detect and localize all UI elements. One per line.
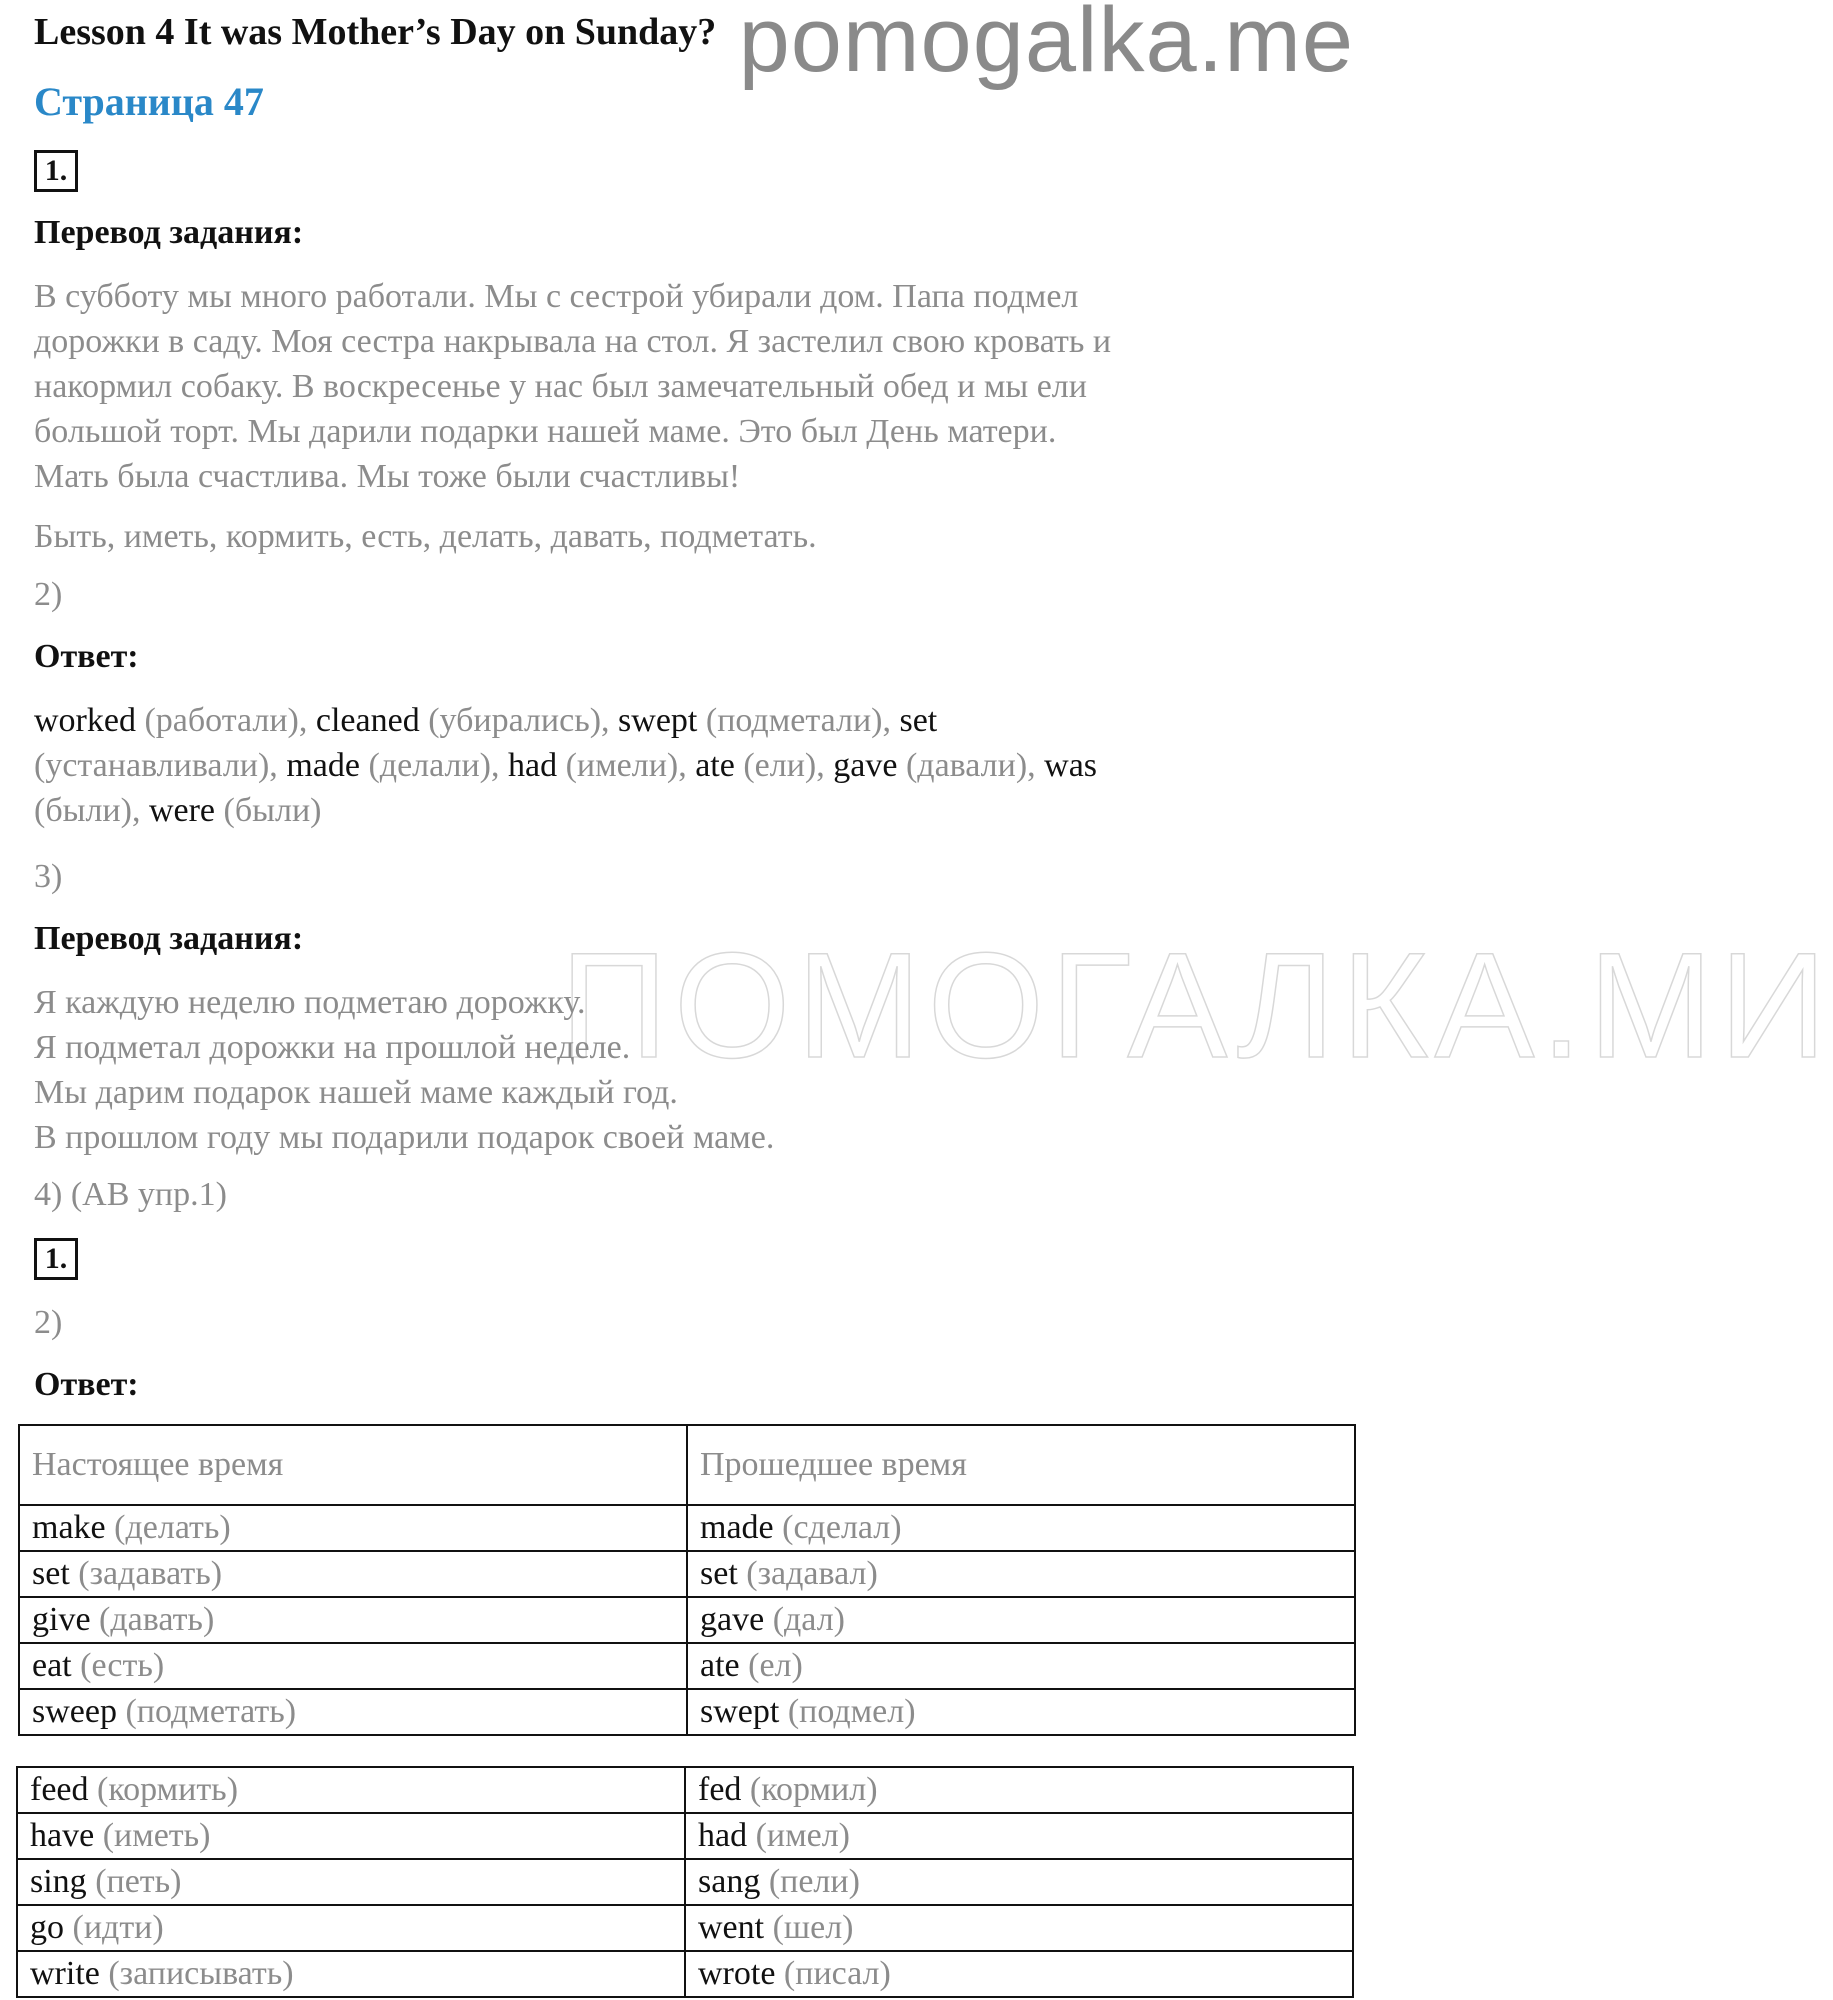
answer-word: gave — [833, 747, 898, 784]
translation-line: В субботу мы много работали. Мы с сестрой убирали дом. Папа подмел — [34, 278, 1079, 315]
table-row — [17, 1859, 1353, 1905]
answer-word: was — [1044, 747, 1098, 784]
answer-translation: (были) — [215, 792, 322, 829]
verb: fed — [698, 1771, 742, 1808]
answer-translation: (работали), — [135, 702, 316, 739]
part-4-label: 4) (AB упр.1) — [34, 1176, 227, 1213]
verb: ate — [700, 1647, 740, 1684]
verb: gave — [700, 1601, 765, 1638]
verb-translation: (давать) — [90, 1601, 215, 1638]
part-2-label: 2) — [34, 576, 63, 613]
answer-translation: (убирались), — [419, 702, 619, 739]
task-number-box: 1. — [34, 150, 78, 192]
verb: give — [32, 1601, 91, 1638]
task-number-box-2: 1. — [34, 1238, 78, 1280]
answer-translation: (делали), — [359, 747, 509, 784]
answer-label-2: Ответ: — [34, 1366, 139, 1403]
table-cell — [19, 1597, 687, 1643]
verb: sweep — [32, 1693, 117, 1730]
verb: have — [30, 1817, 95, 1854]
table-header-row — [19, 1425, 1355, 1505]
answer-word: had — [508, 747, 558, 784]
verb-table-2 — [16, 1766, 1354, 1998]
table-cell — [17, 1813, 685, 1859]
table-cell — [687, 1551, 1355, 1597]
table-cell — [17, 1951, 685, 1997]
verb: went — [698, 1909, 765, 1946]
table-cell — [17, 1905, 685, 1951]
translation-line: Я каждую неделю подметаю дорожку. — [34, 984, 586, 1021]
table-cell — [685, 1859, 1353, 1905]
translation-line: В прошлом году мы подарили подарок своей маме. — [34, 1119, 775, 1156]
watermark-center: ПОМОГАЛКА.МИ — [560, 921, 1833, 1089]
column-header-present: Настоящее время — [19, 1425, 687, 1505]
table-row — [17, 1905, 1353, 1951]
table-cell — [19, 1551, 687, 1597]
translation-line: Мать была счастлива. Мы тоже были счастливы! — [34, 458, 741, 495]
part-3-label: 3) — [34, 858, 63, 895]
verb: eat — [32, 1647, 72, 1684]
answer-translation: (были), — [34, 792, 149, 829]
verb-translation: (иметь) — [94, 1817, 211, 1854]
translation-line: Я подметал дорожки на прошлой неделе. — [34, 1029, 631, 1066]
watermark-logo: pomogalka.me — [738, 0, 1354, 91]
verb-translation: (подметать) — [116, 1693, 297, 1730]
answer-word: swept — [618, 702, 698, 739]
answer-word: ate — [695, 747, 735, 784]
translation-line: большой торт. Мы дарили подарки нашей маме. Это был День матери. — [34, 413, 1057, 450]
answer-word: worked — [34, 702, 136, 739]
table-cell — [19, 1505, 687, 1551]
verb-translation: (идти) — [64, 1909, 164, 1946]
answer-translation: (имели), — [557, 747, 696, 784]
table-cell — [17, 1859, 685, 1905]
table-cell — [17, 1767, 685, 1813]
verb: go — [30, 1909, 64, 1946]
table-cell — [19, 1689, 687, 1735]
translation-paragraph-2 — [34, 980, 774, 1160]
verb: feed — [30, 1771, 89, 1808]
verb-translation: (кормить) — [88, 1771, 239, 1808]
answer-word: cleaned — [315, 702, 420, 739]
answer-word: set — [899, 702, 938, 739]
verb-translation: (есть) — [71, 1647, 165, 1684]
answer-word: made — [286, 747, 360, 784]
translation-line: Мы дарим подарок нашей маме каждый год. — [34, 1074, 678, 1111]
verb-translation: (задавал) — [737, 1555, 878, 1592]
verb-translation: (писал) — [775, 1955, 891, 1992]
part-2b-label: 2) — [34, 1304, 63, 1341]
table-row — [19, 1689, 1355, 1735]
verb: write — [30, 1955, 100, 1992]
verb-translation: (пели) — [760, 1863, 860, 1900]
verb-translation: (кормил) — [741, 1771, 878, 1808]
table-cell — [687, 1643, 1355, 1689]
table-cell — [685, 1905, 1353, 1951]
translation-label: Перевод задания: — [34, 214, 304, 251]
verb-translation: (сделал) — [773, 1509, 902, 1546]
verb-translation: (задавать) — [69, 1555, 223, 1592]
table-cell — [685, 1767, 1353, 1813]
verb: made — [700, 1509, 774, 1546]
verb: had — [698, 1817, 748, 1854]
verb-translation: (шел) — [764, 1909, 854, 1946]
table-cell — [687, 1689, 1355, 1735]
table-row — [19, 1551, 1355, 1597]
translation-label-2: Перевод задания: — [34, 920, 304, 957]
table-row — [17, 1813, 1353, 1859]
translation-line: дорожки в саду. Моя сестра накрывала на стол. Я застелил свою кровать и — [34, 323, 1112, 360]
verb-translation: (записывать) — [99, 1955, 294, 1992]
verb: sang — [698, 1863, 761, 1900]
table-cell — [687, 1505, 1355, 1551]
table-cell — [687, 1597, 1355, 1643]
table-cell — [685, 1951, 1353, 1997]
answer-label: Ответ: — [34, 638, 139, 675]
verb: make — [32, 1509, 106, 1546]
answer-translation: (давали), — [897, 747, 1045, 784]
verb-translation: (петь) — [86, 1863, 182, 1900]
translation-paragraph — [34, 274, 1111, 499]
translation-line: накормил собаку. В воскресенье у нас был замечательный обед и мы ели — [34, 368, 1087, 405]
lesson-title: Lesson 4 It was Mother’s Day on Sunday? — [34, 11, 717, 53]
table-row — [17, 1951, 1353, 1997]
answer-text — [34, 698, 1334, 833]
verb: wrote — [698, 1955, 776, 1992]
page-heading: Страница 47 — [34, 79, 264, 124]
verbs-line: Быть, иметь, кормить, есть, делать, давать, подметать. — [34, 518, 817, 555]
table-row — [19, 1643, 1355, 1689]
verb-translation: (подмел) — [779, 1693, 916, 1730]
table-row — [19, 1505, 1355, 1551]
verb-table — [18, 1424, 1356, 1736]
answer-translation: (подметали), — [697, 702, 900, 739]
answer-word: were — [148, 792, 216, 829]
answer-translation: (ели), — [734, 747, 834, 784]
table-cell — [19, 1643, 687, 1689]
verb-translation: (ел) — [739, 1647, 803, 1684]
table-row — [17, 1767, 1353, 1813]
verb: sing — [30, 1863, 87, 1900]
table-cell — [685, 1813, 1353, 1859]
verb: set — [700, 1555, 738, 1592]
verb-translation: (имел) — [747, 1817, 851, 1854]
verb-translation: (делать) — [105, 1509, 231, 1546]
verb-translation: (дал) — [764, 1601, 845, 1638]
column-header-past: Прошедшее время — [687, 1425, 1355, 1505]
table-row — [19, 1597, 1355, 1643]
verb: set — [32, 1555, 70, 1592]
verb: swept — [700, 1693, 780, 1730]
answer-translation: (устанавливали), — [34, 747, 287, 784]
